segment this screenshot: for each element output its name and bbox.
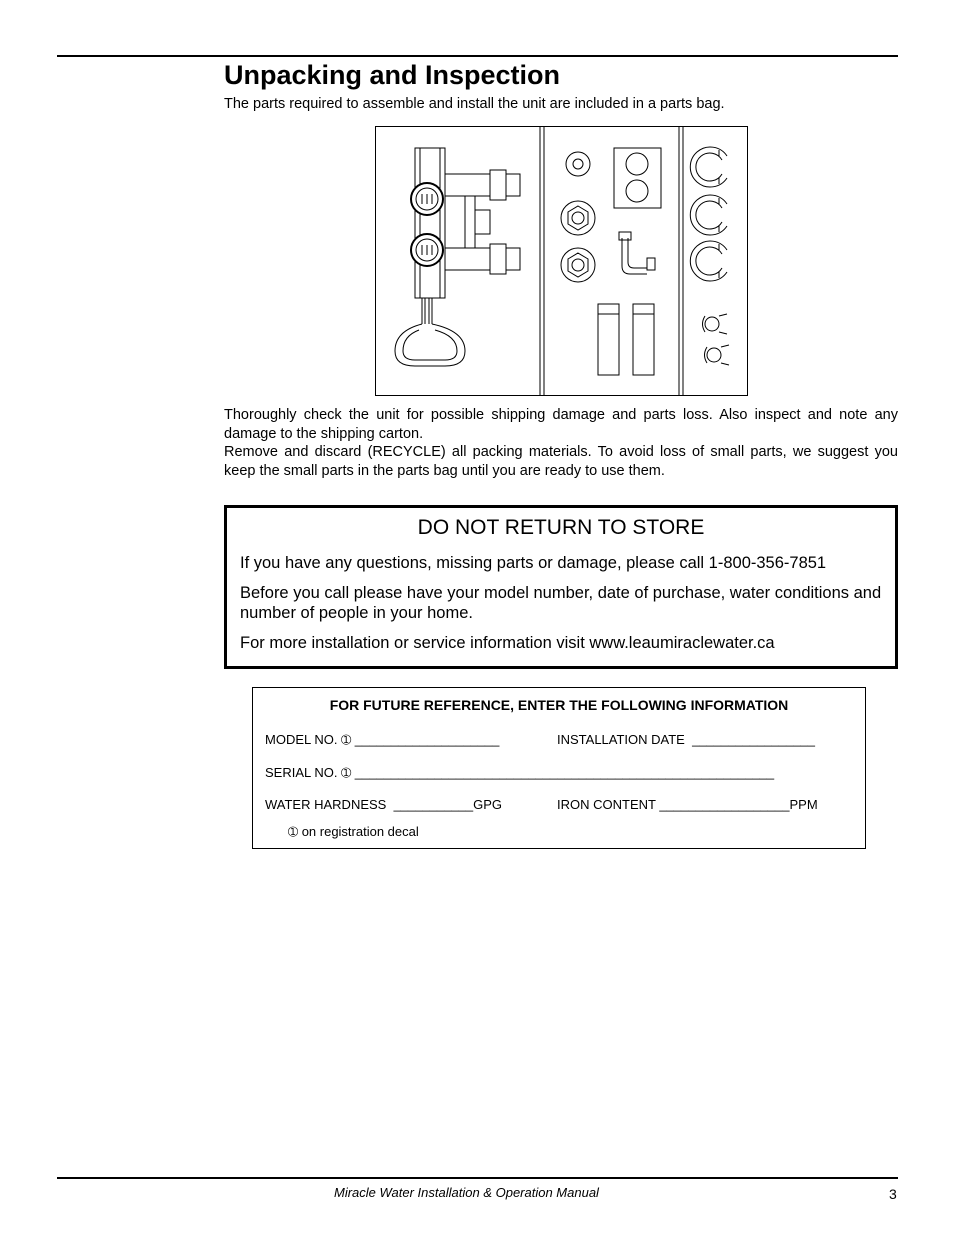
serial-number-field[interactable]: SERIAL NO. ➀ __________________________________________________________ [265,765,775,780]
tube-insert-icon [598,304,654,375]
manual-title: Miracle Water Installation & Operation Manual [334,1185,599,1200]
intro-text: The parts required to assemble and install the unit are included in a parts bag. [224,96,725,112]
water-hardness-field[interactable]: WATER HARDNESS ___________GPG [265,797,503,812]
elbow-fitting-icon [619,232,655,274]
website-line: For more installation or service information visit www.leaumiraclewater.ca [240,634,775,652]
registration-footnote: ➀ on registration decal [288,824,419,839]
inspection-paragraph: Thoroughly check the unit for possible shipping damage and parts loss. Also inspect and note any damage to the shipping carton. [224,407,898,442]
gasket-icon [614,148,661,208]
before-call-line: Before you call please have your model number, date of purchase, water conditions and number of people in your home. [240,584,882,622]
parts-illustration [375,126,748,396]
page-number: 3 [889,1186,897,1202]
nut-icon [561,201,595,282]
reference-form [252,687,866,849]
page-title: Unpacking and Inspection [224,60,561,90]
model-number-field[interactable]: MODEL NO. ➀ ____________________ [265,732,500,747]
o-ring-icon [566,152,590,176]
store-notice-box [224,505,898,669]
contact-line: If you have any questions, missing parts or damage, please call 1-800-356-7851 [240,554,827,572]
top-rule [57,55,898,57]
store-notice-heading: DO NOT RETURN TO STORE [417,516,705,539]
recycle-paragraph: Remove and discard (RECYCLE) all packing materials. To avoid loss of small parts, we suggest you keep the small parts in the parts bag until you are ready to use them. [224,444,898,479]
reference-form-heading: FOR FUTURE REFERENCE, ENTER THE FOLLOWING INFORMATION [329,697,789,713]
clip-icon [690,147,729,365]
iron-content-field[interactable]: IRON CONTENT __________________PPM [557,797,818,812]
installation-date-field[interactable]: INSTALLATION DATE _________________ [557,732,816,747]
bottom-rule [57,1177,898,1179]
bypass-valve-icon [395,148,520,366]
